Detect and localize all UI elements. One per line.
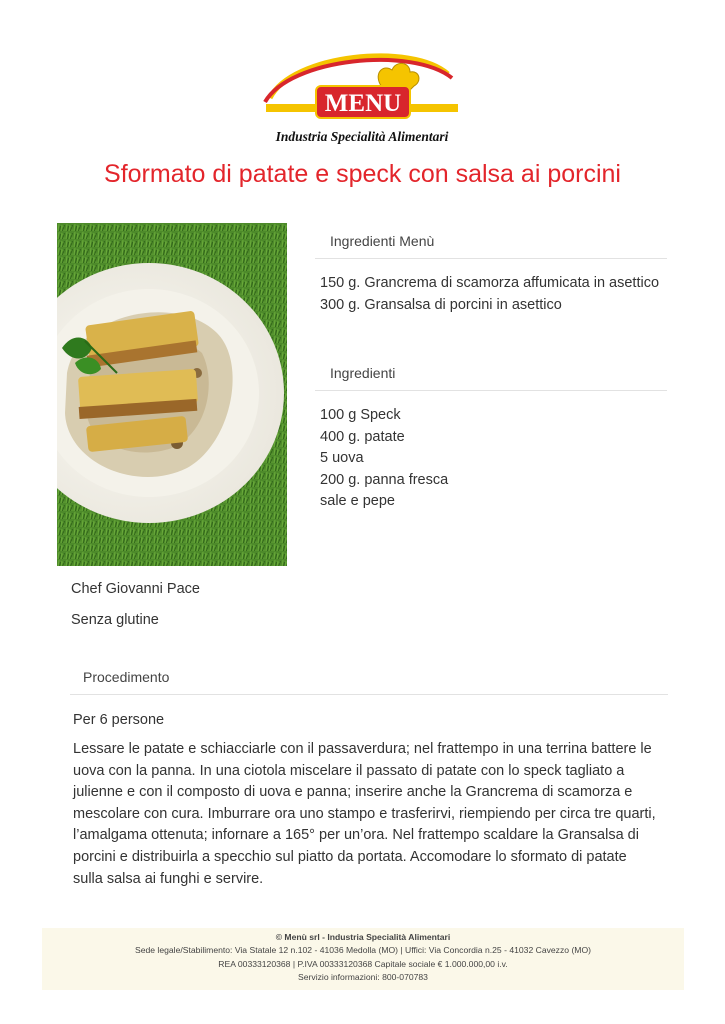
procedure-line: mescolare con cura. Imburrare ora uno stampo e trasferirvi, riempiendo per circa tre quarti, <box>73 805 656 822</box>
procedure-line: julienne e con il composto di uova e panna; inserire anche la Grancrema di scamorza e <box>73 784 633 801</box>
diet-note: Senza glutine <box>71 612 159 628</box>
procedure-line: uova con la panna. In una ciotola miscelare il passato di patate con lo speck tagliato a <box>73 762 625 779</box>
ingredient-item: 400 g. patate <box>320 428 405 445</box>
ingredients-list <box>320 405 448 513</box>
ingredient-item: 150 g. Grancrema di scamorza affumicata in asettico <box>320 275 660 291</box>
ingredients-heading: Ingredienti <box>330 365 396 381</box>
brand-logo-mark <box>262 44 462 128</box>
footer-company: © Menù srl - Industria Specialità Alimentari <box>275 932 451 942</box>
footer-service: Servizio informazioni: 800-070783 <box>298 972 428 983</box>
divider <box>315 390 667 391</box>
procedure-line: sulla salsa ai funghi e servire. <box>73 870 264 887</box>
recipe-title: Sformato di patate e speck con salsa ai porcini <box>104 160 621 188</box>
footer-address: Sede legale/Stabilimento: Via Statale 12 n.102 - 41036 Medolla (MO) | Uffici: Via Concordia n.25 - 41032 Cavezzo (MO) <box>134 945 592 956</box>
chef-name: Chef Giovanni Pace <box>71 581 200 597</box>
ingredient-item: 100 g Speck <box>320 407 401 423</box>
procedure-line: Lessare le patate e schiacciarle con il passaverdura; nel frattempo in una terrina battere le <box>73 741 652 757</box>
dish-photo-image <box>57 223 287 566</box>
servings: Per 6 persone <box>73 712 165 728</box>
ingredients-menu-list <box>320 273 659 316</box>
divider <box>70 694 668 695</box>
footer <box>42 928 684 990</box>
procedure-text <box>73 739 663 890</box>
brand-tagline: Industria Specialità Alimentari <box>275 129 449 144</box>
ingredient-item: 5 uova <box>320 450 364 466</box>
procedure-line: porcini e distribuirla a specchio sul piatto da portata. Accomodare lo sformato di patate <box>73 848 627 865</box>
dish-photo <box>57 223 287 566</box>
ingredient-item: sale e pepe <box>320 493 395 509</box>
ingredient-item: 200 g. panna fresca <box>320 471 449 488</box>
ingredient-item: 300 g. Gransalsa di porcini in asettico <box>320 296 562 313</box>
ingredients-menu-heading: Ingredienti Menù <box>330 233 435 249</box>
footer-registry: REA 00333120368 | P.IVA 00333120368 Capitale sociale € 1.000.000,00 i.v. <box>218 958 508 969</box>
brand-logo-text: MENU <box>324 90 402 117</box>
procedure-heading: Procedimento <box>83 669 170 685</box>
divider <box>315 258 667 259</box>
procedure-line: l’amalgama ottenuta; infornare a 165° per un’ora. Nel frattempo scaldare la Gransalsa di <box>73 827 639 844</box>
brand-logo <box>262 44 462 150</box>
